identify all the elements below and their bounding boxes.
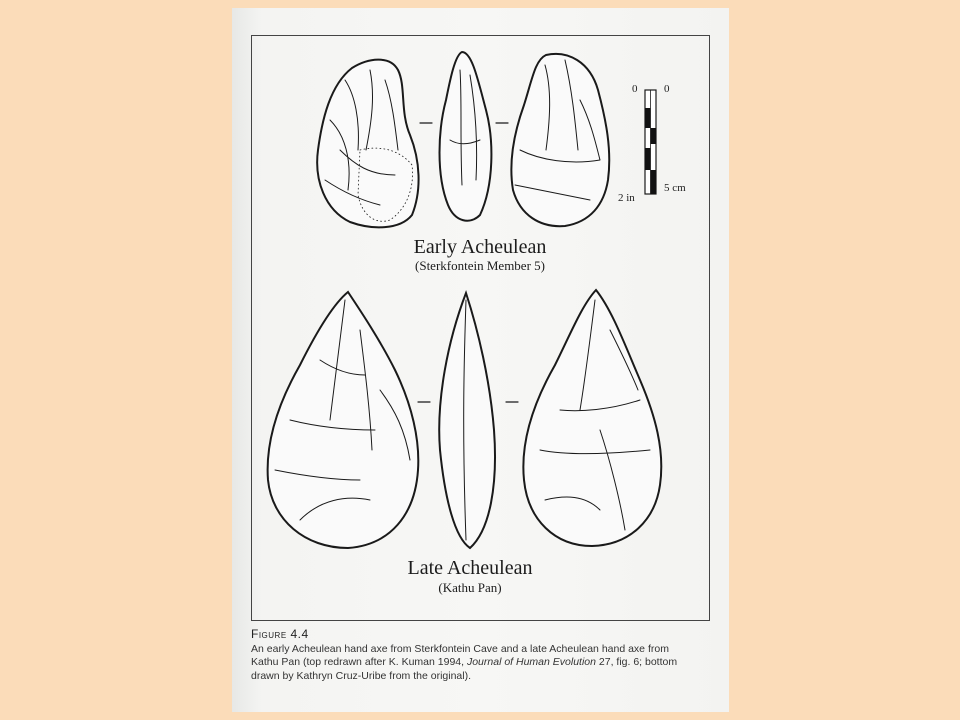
early-handaxe-side bbox=[440, 52, 509, 221]
late-handaxe-back bbox=[523, 290, 661, 546]
figure-caption bbox=[251, 628, 711, 683]
scale-cm-max: 5 cm bbox=[664, 182, 686, 194]
scale-inch-zero: 0 bbox=[632, 83, 638, 95]
caption-journal-title: Journal of Human Evolution bbox=[466, 656, 596, 668]
early-acheulean-subtitle: (Sterkfontein Member 5) bbox=[415, 258, 545, 273]
early-handaxe-front bbox=[317, 60, 432, 228]
scale-inch-max: 2 in bbox=[618, 192, 635, 204]
early-acheulean-title: Early Acheulean bbox=[413, 236, 547, 258]
caption-line-3: drawn by Kathryn Cruz-Uribe from the original). bbox=[251, 669, 471, 682]
caption-line-2a: Kathu Pan (top redrawn after K. Kuman 1994, bbox=[251, 656, 467, 668]
caption-line-1: An early Acheulean hand axe from Sterkfontein Cave and a late Acheulean hand axe from bbox=[251, 642, 669, 655]
late-handaxe-front bbox=[268, 292, 430, 548]
figure-number: Figure 4.4 bbox=[251, 627, 309, 641]
late-acheulean-title: Late Acheulean bbox=[407, 557, 533, 579]
scale-bar bbox=[645, 90, 656, 194]
late-handaxe-side bbox=[439, 293, 518, 548]
late-acheulean-subtitle: (Kathu Pan) bbox=[438, 580, 502, 595]
scale-cm-zero: 0 bbox=[664, 83, 670, 95]
caption-line-2b: 27, fig. 6; bottom bbox=[595, 656, 678, 668]
early-handaxe-back bbox=[511, 54, 609, 226]
